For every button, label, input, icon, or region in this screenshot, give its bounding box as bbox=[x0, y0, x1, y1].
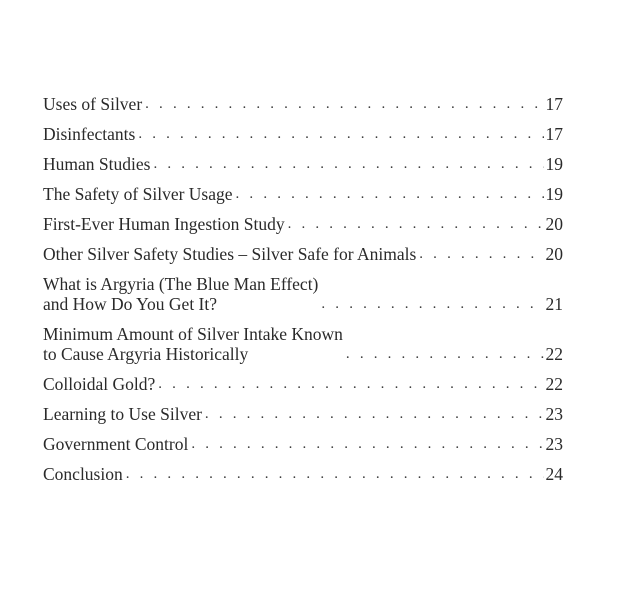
toc-entry-first-ever-human-ingestion-study[interactable] bbox=[43, 214, 563, 234]
toc-entry-title: Uses of Silver bbox=[43, 94, 143, 114]
dot-leader bbox=[145, 94, 543, 114]
toc-entry-safety-of-silver-usage[interactable] bbox=[43, 184, 563, 204]
toc-entry-page: 20 bbox=[545, 214, 563, 234]
toc-entry-page: 17 bbox=[545, 124, 563, 144]
toc-entry-title-block bbox=[43, 324, 343, 364]
toc-entry-page: 22 bbox=[545, 374, 563, 394]
toc-entry-page: 19 bbox=[545, 184, 563, 204]
dot-leader bbox=[321, 294, 543, 314]
toc-entry-page: 24 bbox=[545, 464, 563, 484]
toc-entry-page: 23 bbox=[545, 404, 563, 424]
dot-leader bbox=[126, 464, 544, 484]
table-of-contents bbox=[43, 94, 563, 494]
toc-entry-title: Government Control bbox=[43, 434, 189, 454]
toc-entry-title-line1: What is Argyria (The Blue Man Effect) bbox=[43, 274, 319, 294]
toc-entry-uses-of-silver[interactable] bbox=[43, 94, 563, 114]
toc-entry-government-control[interactable] bbox=[43, 434, 563, 454]
toc-entry-title-line1: Minimum Amount of Silver Intake Known bbox=[43, 324, 343, 344]
toc-entry-title: Disinfectants bbox=[43, 124, 136, 144]
toc-entry-title: Conclusion bbox=[43, 464, 123, 484]
toc-entry-title-line2: to Cause Argyria Historically bbox=[43, 344, 249, 364]
toc-entry-page: 17 bbox=[545, 94, 563, 114]
dot-leader bbox=[419, 244, 543, 264]
toc-entry-human-studies[interactable] bbox=[43, 154, 563, 174]
toc-entry-colloidal-gold[interactable] bbox=[43, 374, 563, 394]
toc-entry-title: Human Studies bbox=[43, 154, 151, 174]
dot-leader bbox=[158, 374, 543, 394]
toc-entry-page: 23 bbox=[545, 434, 563, 454]
dot-leader bbox=[288, 214, 544, 234]
toc-entry-title: Colloidal Gold? bbox=[43, 374, 156, 394]
dot-leader bbox=[138, 124, 543, 144]
toc-entry-disinfectants[interactable] bbox=[43, 124, 563, 144]
toc-entry-page: 21 bbox=[545, 294, 563, 314]
toc-entry-title: First-Ever Human Ingestion Study bbox=[43, 214, 285, 234]
dot-leader bbox=[153, 154, 543, 174]
dot-leader bbox=[205, 404, 544, 424]
toc-entry-page: 19 bbox=[545, 154, 563, 174]
toc-entry-conclusion[interactable] bbox=[43, 464, 563, 484]
toc-entry-page: 22 bbox=[545, 344, 563, 364]
dot-leader bbox=[191, 434, 543, 454]
toc-entry-what-is-argyria[interactable] bbox=[43, 274, 563, 314]
toc-entry-title: Other Silver Safety Studies – Silver Safe for Animals bbox=[43, 244, 417, 264]
toc-entry-other-silver-safety-studies[interactable] bbox=[43, 244, 563, 264]
toc-entry-title: The Safety of Silver Usage bbox=[43, 184, 233, 204]
toc-entry-minimum-amount-of-silver[interactable] bbox=[43, 324, 563, 364]
toc-entry-title-block bbox=[43, 274, 318, 314]
toc-entry-title-line2: and How Do You Get It? bbox=[43, 294, 218, 314]
dot-leader bbox=[346, 344, 544, 364]
toc-entry-title: Learning to Use Silver bbox=[43, 404, 202, 424]
toc-entry-learning-to-use-silver[interactable] bbox=[43, 404, 563, 424]
toc-entry-page: 20 bbox=[545, 244, 563, 264]
dot-leader bbox=[236, 184, 544, 204]
